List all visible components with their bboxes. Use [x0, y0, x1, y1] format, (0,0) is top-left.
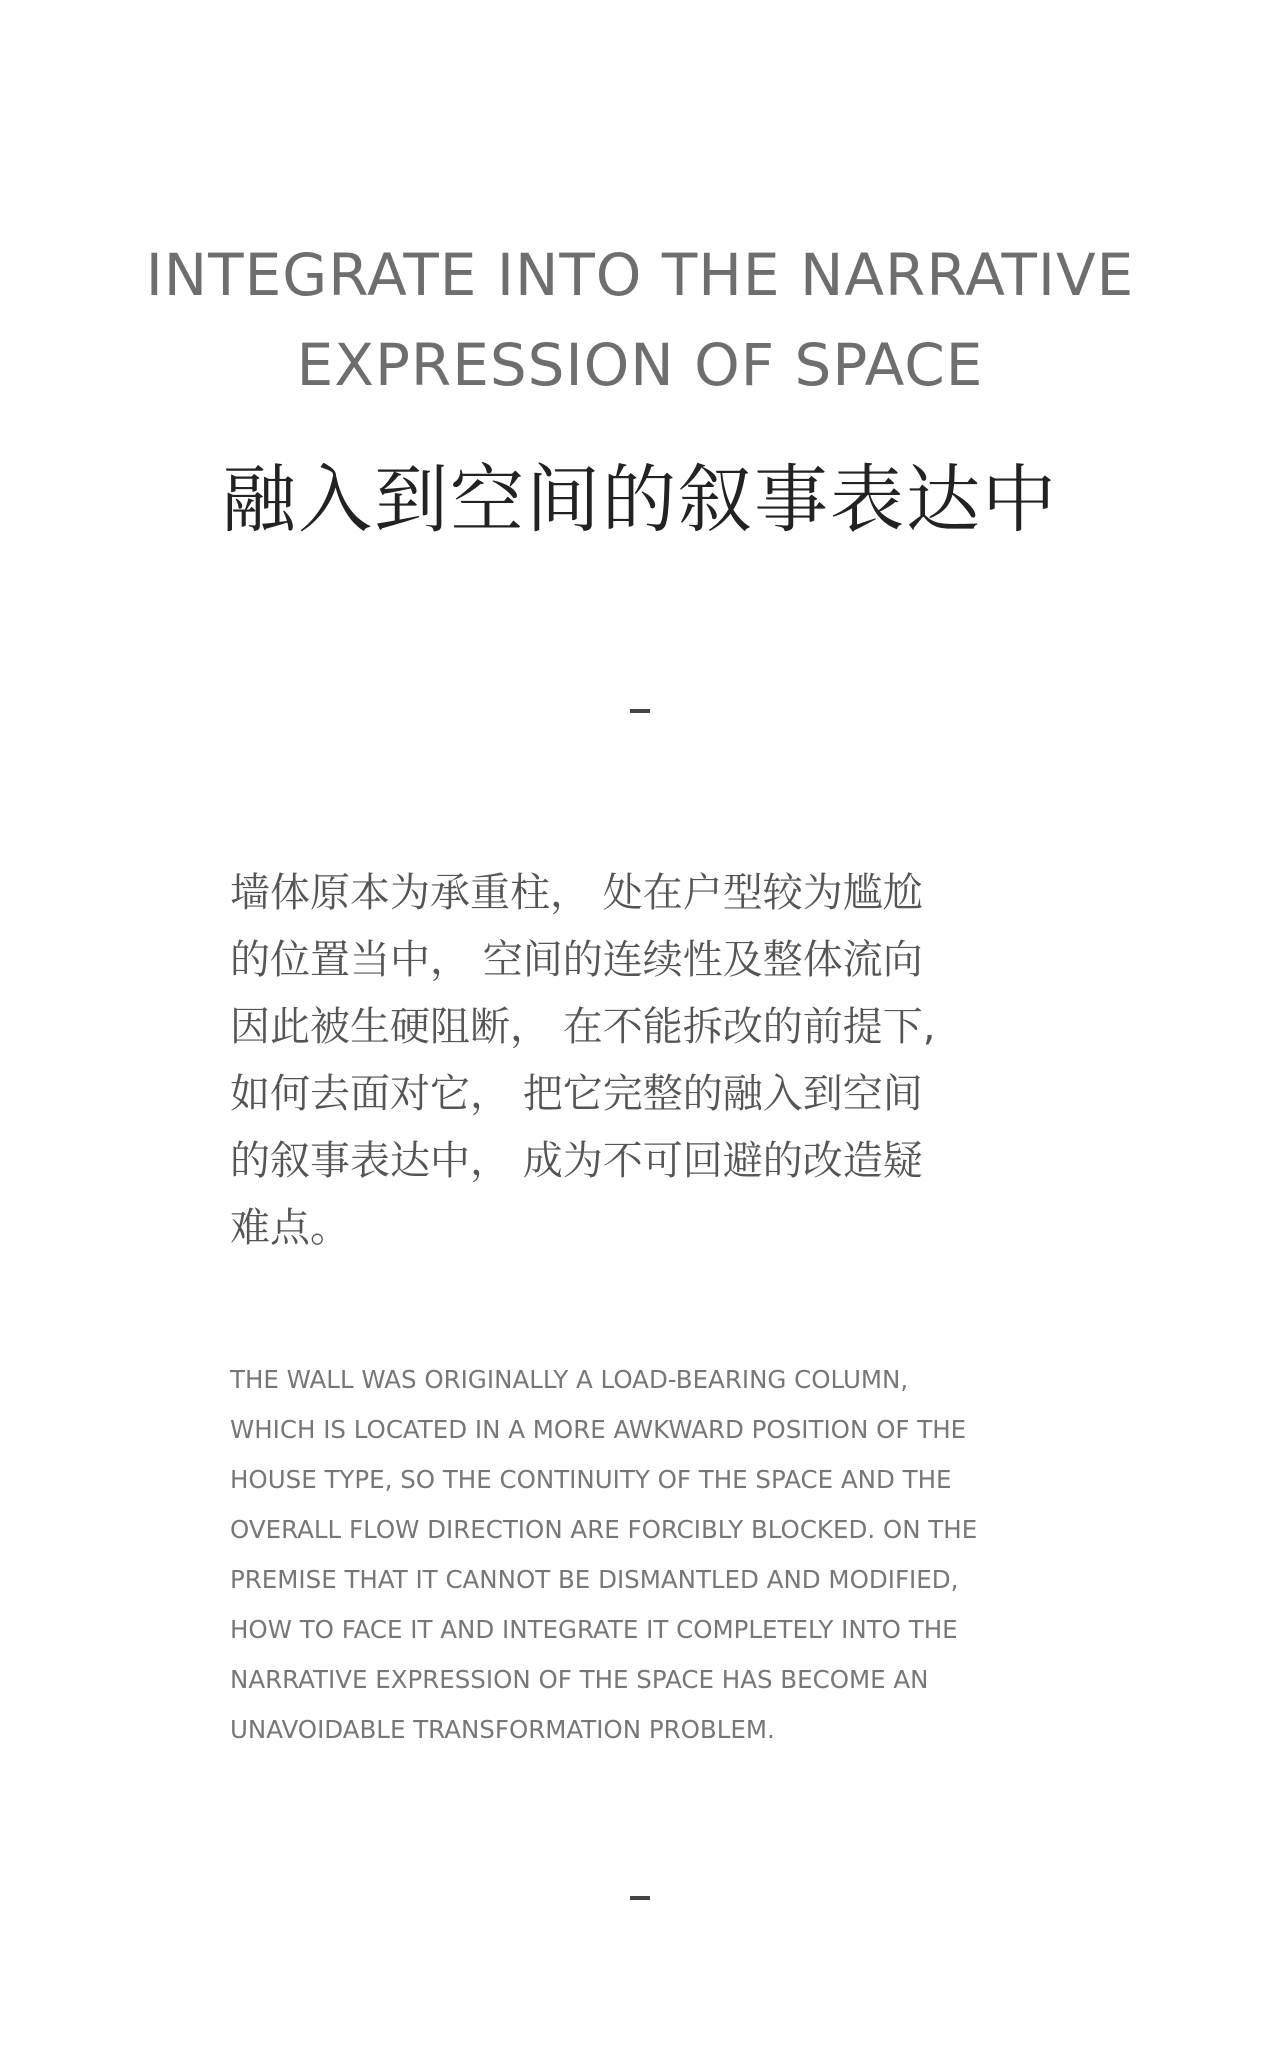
chinese-body-paragraph: [230, 860, 1050, 1262]
chinese-body-line: 的位置当中， 空间的连续性及整体流向: [230, 937, 923, 983]
english-body-line: UNAVOIDABLE TRANSFORMATION PROBLEM.: [230, 1715, 775, 1744]
chinese-body-line: 难点。: [230, 1205, 350, 1251]
divider-dash-bottom: [630, 1896, 650, 1900]
chinese-heading: 融入到空间的叙事表达中: [222, 457, 1058, 543]
english-heading-line: INTEGRATE INTO THE NARRATIVE: [145, 241, 1135, 309]
english-body-line: OVERALL FLOW DIRECTION ARE FORCIBLY BLOCKED. ON THE: [230, 1515, 978, 1544]
english-body-line: HOW TO FACE IT AND INTEGRATE IT COMPLETELY INTO THE: [230, 1615, 958, 1644]
chinese-body-line: 如何去面对它， 把它完整的融入到空间: [230, 1071, 923, 1117]
divider-dash-top: [630, 709, 650, 713]
english-body-paragraph: [230, 1355, 1090, 1755]
english-body-line: WHICH IS LOCATED IN A MORE AWKWARD POSITION OF THE: [230, 1415, 967, 1444]
english-body-line: HOUSE TYPE, SO THE CONTINUITY OF THE SPACE AND THE: [230, 1465, 952, 1494]
english-body-line: NARRATIVE EXPRESSION OF THE SPACE HAS BECOME AN: [230, 1665, 929, 1694]
english-body-line: PREMISE THAT IT CANNOT BE DISMANTLED AND MODIFIED,: [230, 1565, 959, 1594]
english-heading-line: EXPRESSION OF SPACE: [296, 331, 984, 399]
chinese-body-line: 墙体原本为承重柱， 处在户型较为尴尬: [230, 870, 923, 916]
chinese-body-line: 因此被生硬阻断， 在不能拆改的前提下,: [230, 1004, 936, 1050]
english-body-line: THE WALL WAS ORIGINALLY A LOAD-BEARING COLUMN,: [230, 1365, 909, 1394]
chinese-body-line: 的叙事表达中， 成为不可回避的改造疑: [230, 1138, 923, 1184]
english-heading: [0, 230, 1280, 410]
